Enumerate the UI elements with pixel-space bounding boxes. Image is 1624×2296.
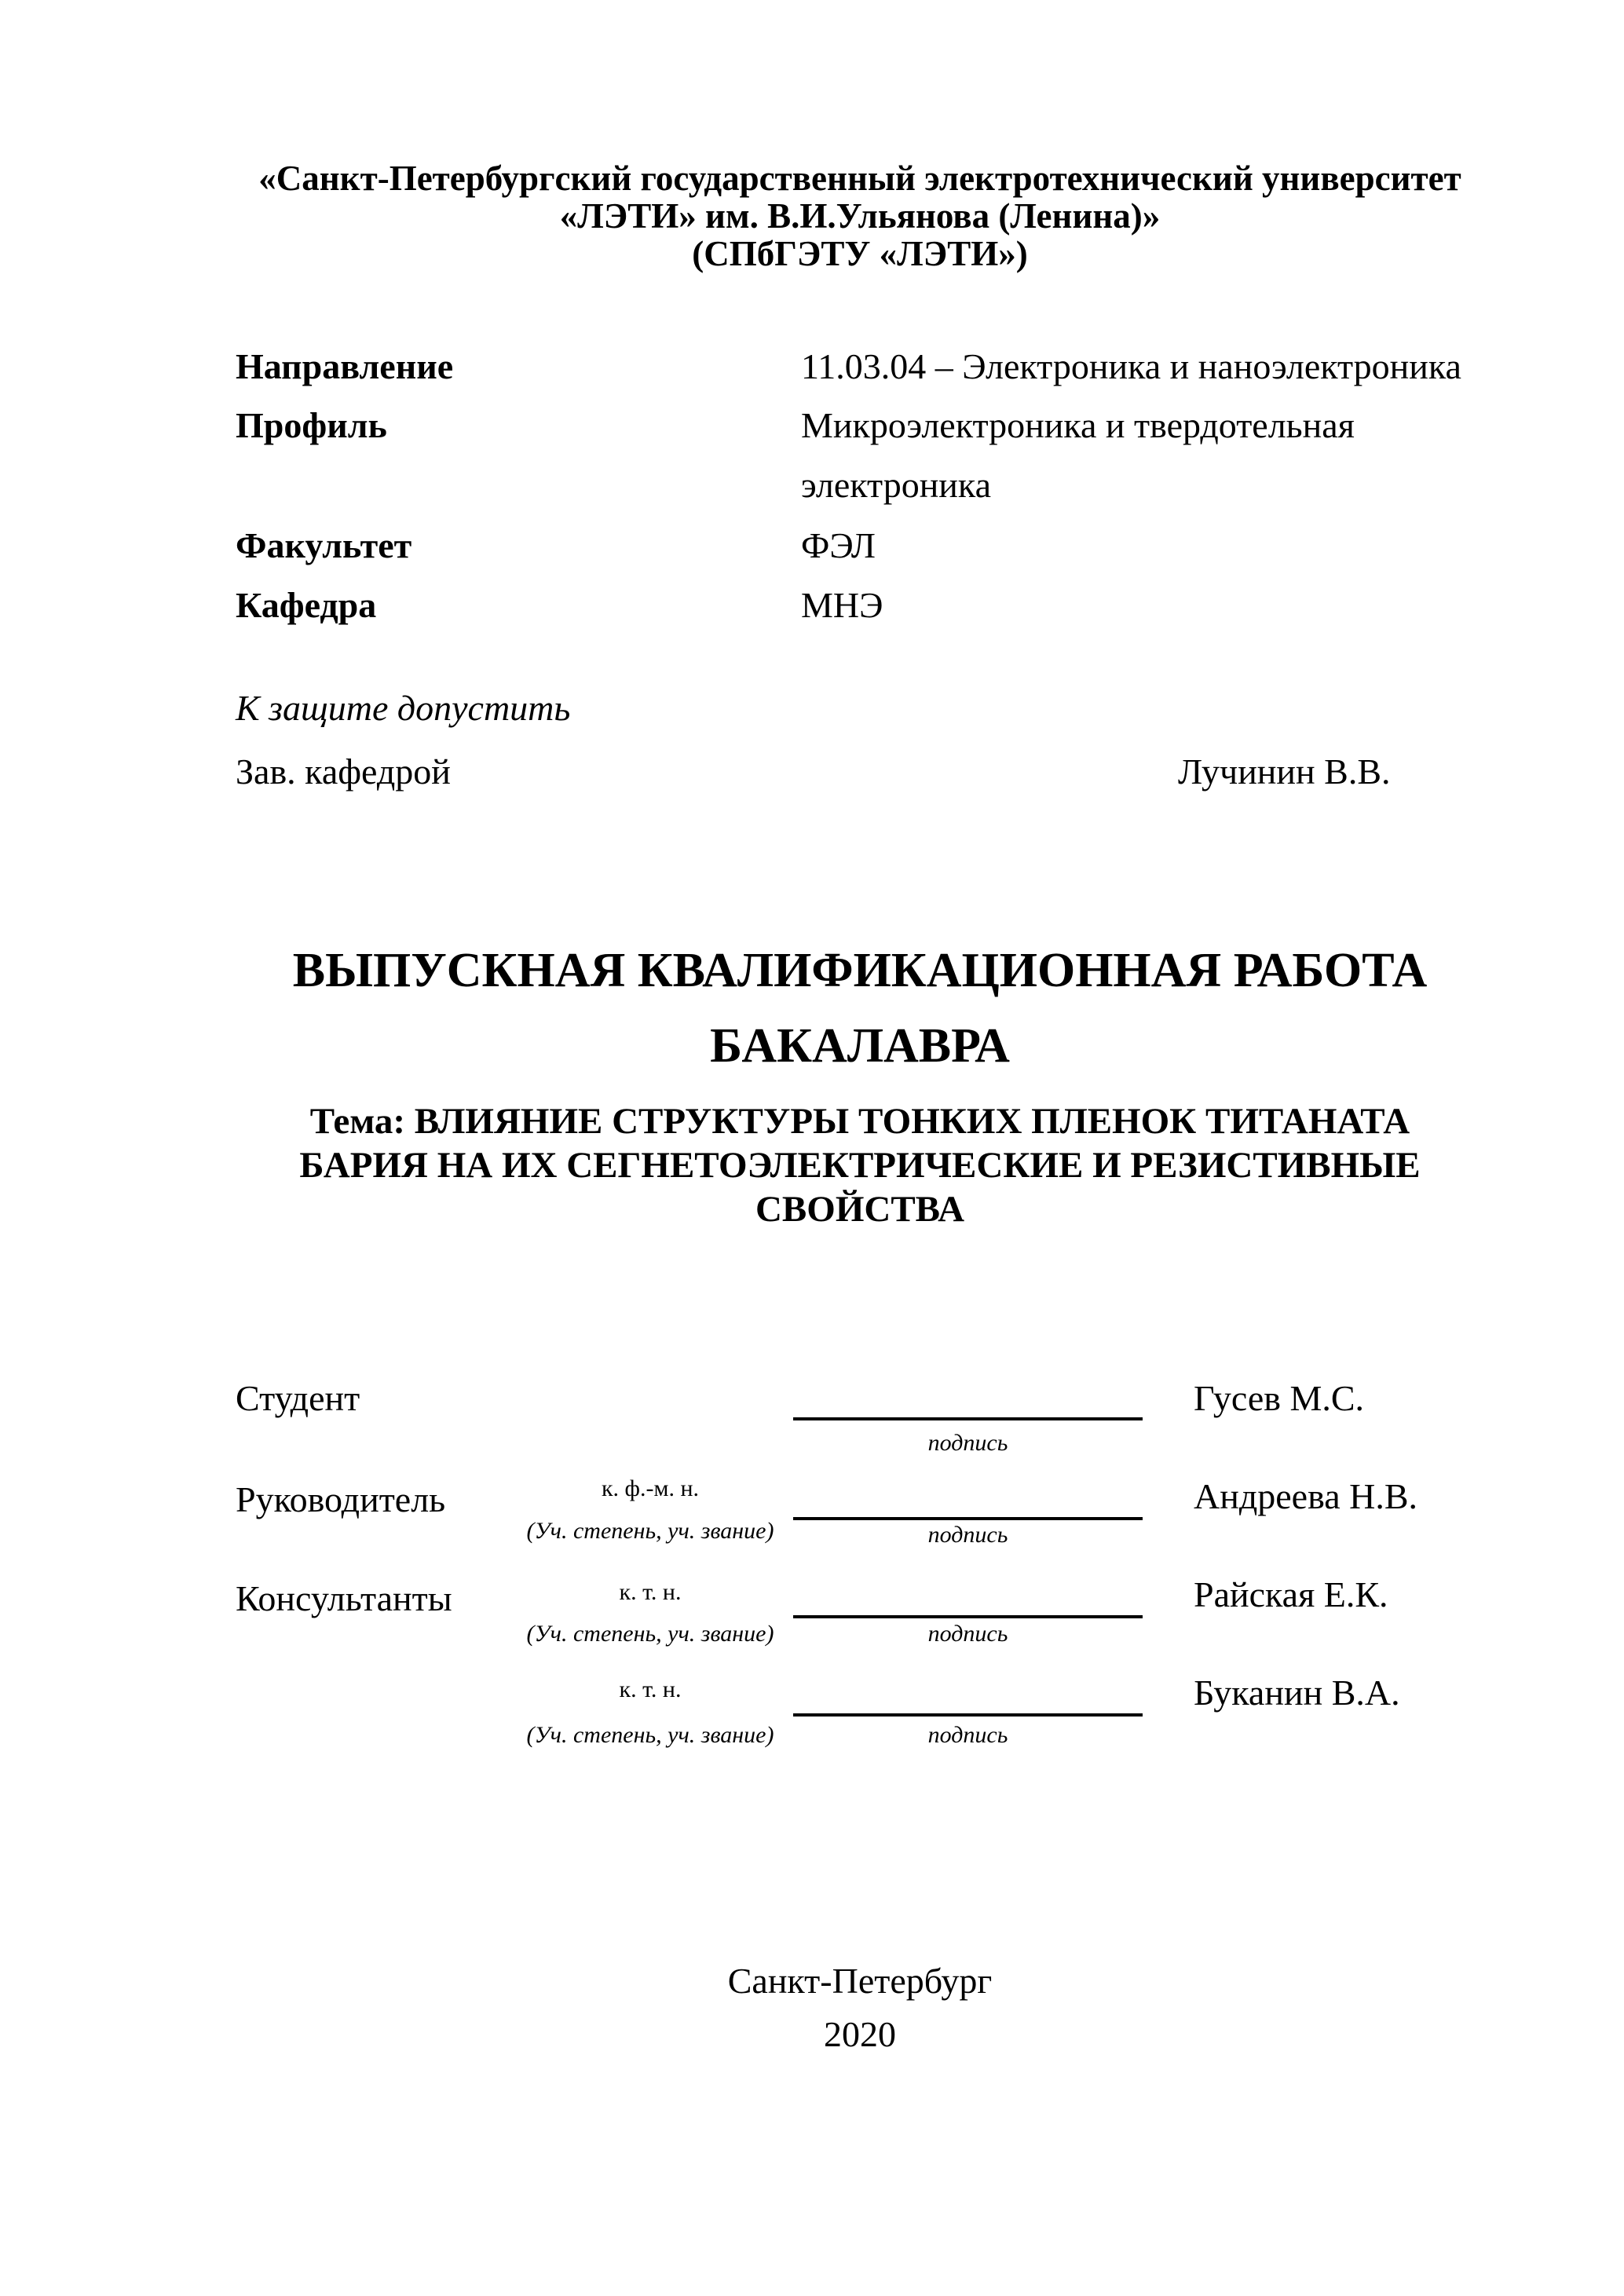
student-name: Гусев М.С. (1194, 1378, 1365, 1418)
profile-label: Профиль (236, 405, 387, 445)
university-name-line-3: (СПбГЭТУ «ЛЭТИ») (692, 234, 1028, 273)
work-title: ВЫПУСКНАЯ КВАЛИФИКАЦИОННАЯ РАБОТА (292, 944, 1428, 997)
supervisor-degree-note: (Уч. степень, уч. звание) (526, 1518, 774, 1544)
faculty-value: ФЭЛ (801, 525, 876, 565)
head-of-department-label: Зав. кафедрой (236, 751, 451, 792)
topic-line-2: БАРИЯ НА ИХ СЕГНЕТОЭЛЕКТРИЧЕСКИЕ И РЕЗИСТИВНЫЕ (299, 1145, 1421, 1186)
consultant2-degree: к. т. н. (619, 1676, 682, 1702)
university-name-line-2: «ЛЭТИ» им. В.И.Ульянова (Ленина)» (559, 196, 1161, 236)
topic-line-1: Тема: ВЛИЯНИЕ СТРУКТУРЫ ТОНКИХ ПЛЕНОК ТИТАНАТА (309, 1101, 1410, 1142)
supervisor-name: Андреева Н.В. (1194, 1476, 1418, 1516)
student-role-label: Студент (236, 1378, 360, 1418)
work-subtitle: БАКАЛАВРА (710, 1019, 1010, 1073)
consultant2-signature-note: подпись (927, 1722, 1008, 1748)
supervisor-role-label: Руководитель (236, 1479, 446, 1519)
consultant2-signature-line (793, 1713, 1143, 1717)
profile-value-continuation: электроника (801, 465, 991, 505)
direction-value: 11.03.04 – Электроника и наноэлектроника (801, 346, 1461, 386)
admission-note: К защите допустить (236, 688, 571, 728)
consultants-role-label: Консультанты (236, 1578, 452, 1618)
consultant1-name: Райская Е.К. (1194, 1574, 1388, 1614)
student-signature-note: подпись (927, 1430, 1008, 1456)
department-value: МНЭ (801, 585, 883, 625)
university-name-line-1: «Санкт-Петербургский государственный электротехнический университет (258, 159, 1461, 198)
supervisor-signature-line (793, 1517, 1143, 1520)
department-label: Кафедра (236, 585, 377, 625)
student-signature-line (793, 1417, 1143, 1420)
consultant2-name: Буканин В.А. (1194, 1673, 1400, 1713)
topic-line-3: СВОЙСТВА (755, 1189, 965, 1230)
footer-year: 2020 (824, 2014, 896, 2054)
supervisor-signature-note: подпись (927, 1522, 1008, 1548)
consultant1-signature-line (793, 1615, 1143, 1618)
supervisor-degree: к. ф.-м. н. (601, 1475, 700, 1501)
head-of-department-name: Лучинин В.В. (1178, 751, 1391, 792)
profile-value: Микроэлектроника и твердотельная (801, 405, 1355, 445)
topic-block (236, 1099, 1484, 1231)
university-header (236, 159, 1484, 272)
faculty-label: Факультет (236, 525, 412, 565)
consultant1-signature-note: подпись (927, 1621, 1008, 1647)
footer-city: Санкт-Петербург (727, 1961, 993, 2001)
consultant2-degree-note: (Уч. степень, уч. звание) (526, 1722, 774, 1748)
direction-label: Направление (236, 346, 454, 386)
consultant1-degree-note: (Уч. степень, уч. звание) (526, 1621, 774, 1647)
consultant1-degree: к. т. н. (619, 1579, 682, 1605)
